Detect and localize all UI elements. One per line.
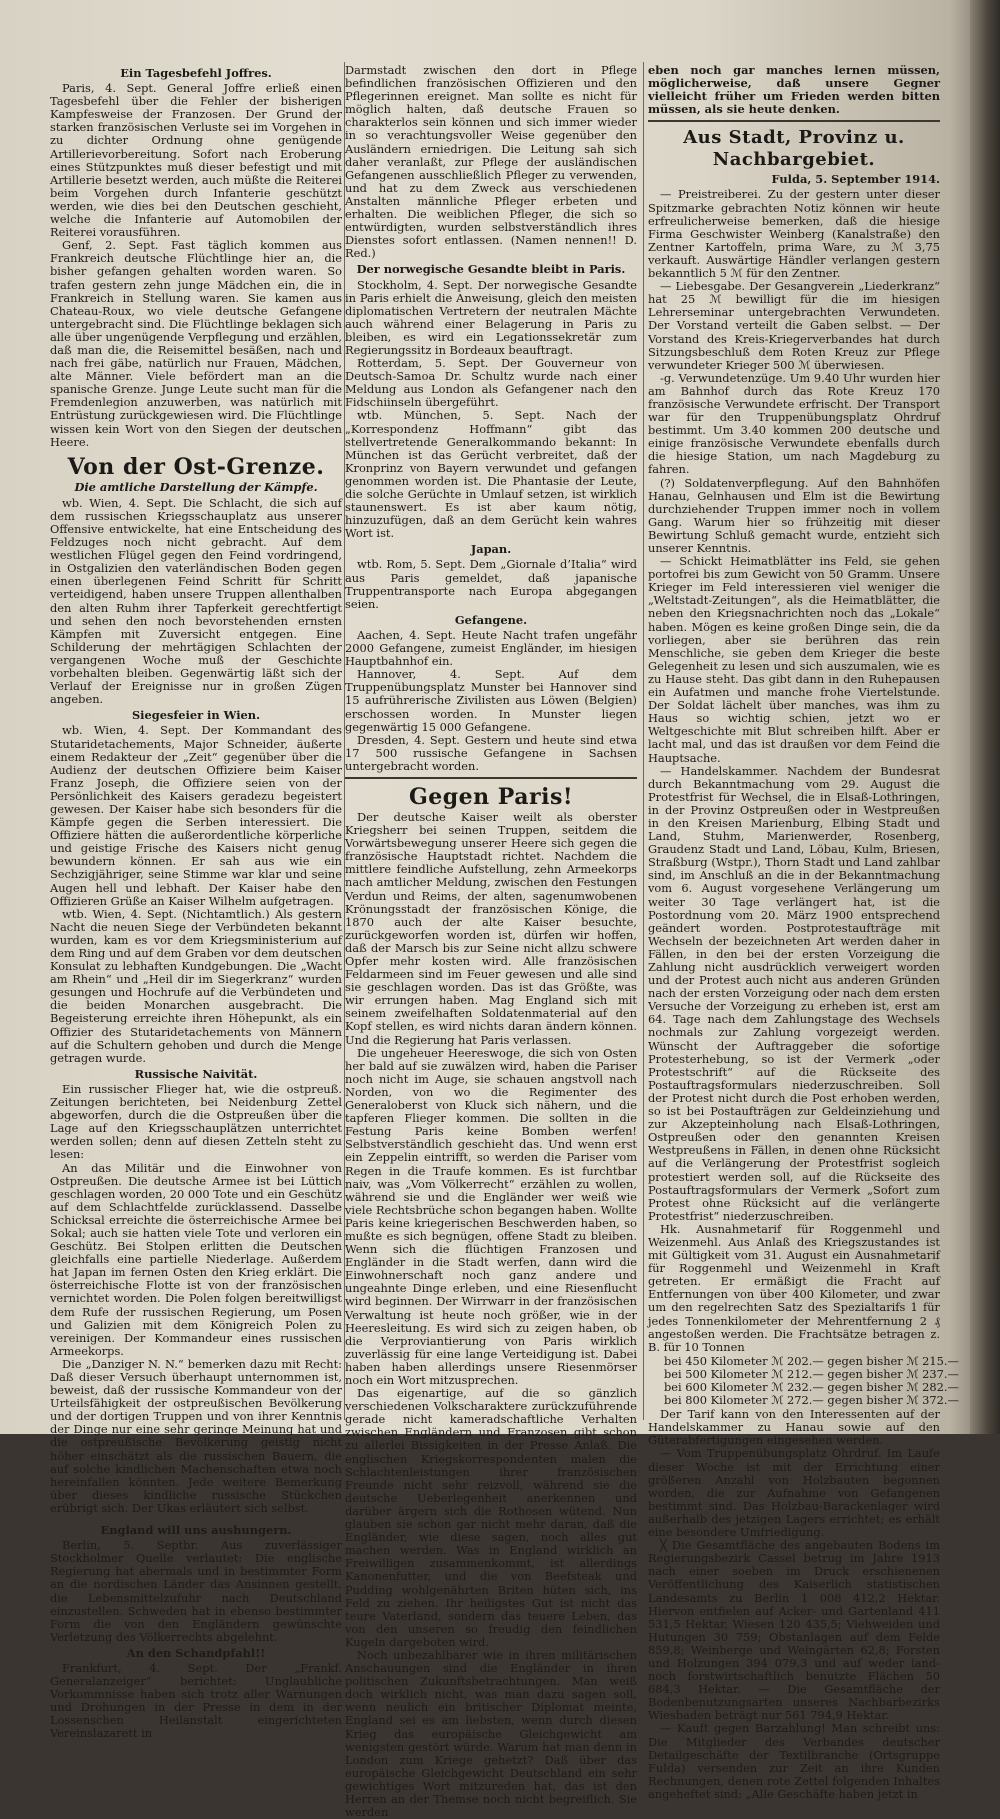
article-paragraph: Der deutsche Kaiser weilt als oberster Kriegsherr bei seinen Truppen, seitdem die Vorwärtsbewegung unserer Heere sich gegen die französische Hauptstadt richtet. Nachdem die mittlere feindliche Aufstellung, zehn Armeekorps nach amtlicher Meldung, zwischen den Festungen Verdun und Reims, der alten, sagenumwobenen Krönungsstadt der französischen Könige, die 1870 auch der alte Kaiser besuchte, zurückgeworfen worden ist, dürfen wir hoffen, daß der Marsch bis zur Seine nicht allzu schwere Opfer mehr kosten wird. Alle französischen Feldarmeen sind im Feuer gewesen und alle sind sie geschlagen worden. Das ist das Größte, was wir errungen haben. Mag England sich mit seinem zweifelhaften Soldatenmaterial auf den Kopf stellen, es wird nichts daran ändern können. Und die Regierung hat Paris verlassen. [345, 809, 637, 1047]
price-row: bei 600 Kilometer ℳ 232.— gegen bisher ℳ 282.— [664, 1380, 959, 1394]
subheadline-amtliche-darstellung: Die amtliche Darstellung der Kämpfe. [74, 479, 318, 494]
column-3 [648, 63, 959, 1801]
headline-aus-stadt-provinz: Aus Stadt, Provinz u. Nachbargebiet. [683, 127, 905, 171]
headline-norwegische-gesandte: Der norwegische Gesandte bleibt in Paris. [356, 262, 626, 277]
article-paragraph: Paris, 4. Sept. General Joffre erließ einen Tagesbefehl über die Fehler der bisherigen Kampfesweise der Franzosen. Der Grund der starken französischen Verluste sei im Vorgehen in zu dichter Ordnung ohne genügende Artillerievorbereitung. Sofort nach Eroberung eines Stützpunktes muß dieser befestigt und mit Artillerie besetzt werden, auch müßte die Reiterei beim Vorgehen durch Infanterie geschützt werden, wie dies bei den Deutschen geschieht, welche die Infanterie auf Automobilen der Reiterei vorausführen. [50, 81, 342, 240]
headline-joffre: Ein Tagesbefehl Joffres. [120, 66, 272, 80]
article-paragraph: — Handelskammer. Nachdem der Bundesrat durch Bekanntmachung vom 29. August die Protestfrist für Wechsel, die in Elsaß-Lothringen, in der Provinz Ostpreußen oder in Westpreußen in den Kreisen Marienburg, Elbing Stadt und Land, Stuhm, Marienwerder, Rosenberg, Graudenz Stadt und Land, Löbau, Kulm, Briesen, Straßburg (Wstpr.), Thorn Stadt und Land zahlbar sind, im Anschluß an die in der Bekanntmachung vom 6. August vorgesehene Verlängerung um weiter 30 Tage verlängert hat, ist die Postordnung vom 20. März 1900 entsprechend geändert worden. Postprotestaufträge mit Wechseln der bezeichneten Art werden daher in Fällen, in den bei der ersten Vorzeigung die Zahlung nicht ausdrücklich verweigert worden und der Protest auch nicht aus anderen Gründen nach der ersten Vorzeigung oder nach dem ersten Versuche der Vorzeigung zu erheben ist, erst am 64. Tage nach dem Zahlungstage des Wechsels nochmals zur Zahlung vorgezeigt werden. Wünscht der Auftraggeber die sofortige Protesterhebung, so ist der Vermerk „oder Protestschrift“ auf die Rückseite des Postauftragsformulars niederzuschreiben. Soll der Protest nicht durch die Post erhoben werden, so ist bei Postaufträgen zur Geldeinziehung und zur Akzepteinholung nach Elsaß-Lothringen, Ostpreußen oder den genannten Kreisen Westpreußens in Fällen, in denen ohne Rücksicht auf die Verlängerung der Protestfrist sogleich protestiert werden soll, auf die Rückseite des Postauftragsformulars der Vermerk „Sofort zum Protest ohne Rücksicht auf die verlängerte Protestfrist“ niederzuschreiben. [648, 763, 940, 1223]
article-paragraph: — Vom Truppenübungsplatz Ohrdruf. Im Laufe dieser Woche ist mit der Errichtung einer größeren Anzahl von Holzbauten begonnen worden, die zur Aufnahme von Gefangenen bestimmt sind. Das Holzbau-Barackenlager wird außerhalb des jetzigen Lagers errichtet; es erhält eine besondere Umfriedigung. [648, 1446, 940, 1540]
column-1 [50, 64, 342, 1741]
article-paragraph: — Kauft gegen Barzahlung! Man schreibt uns: Die Mitglieder des Verbandes deutscher Detailgeschäfte der Textilbranche (Ortsgruppe Fulda) versenden zur Zeit an ihre Kunden Rechnungen, denen rote Zettel folgenden Inhaltes angeheftet sind: „Alle Geschäfte haben jetzt in [648, 1721, 940, 1801]
column-2 [345, 63, 637, 1819]
article-paragraph: Aachen, 4. Sept. Heute Nacht trafen ungefähr 2000 Gefangene, zumeist Engländer, im hiesigen Hauptbahnhof ein. [345, 627, 637, 669]
price-row: bei 450 Kilometer ℳ 202.— gegen bisher ℳ 215.— [664, 1353, 959, 1368]
article-paragraph: Dresden, 4. Sept. Gestern und heute sind etwa 17 500 russische Gefangene in Sachsen untergebracht worden. [345, 732, 637, 773]
article-paragraph: Genf, 2. Sept. Fast täglich kommen aus Frankreich deutsche Flüchtlinge hier an, die bisher gefangen gehalten worden waren. So trafen gestern zehn junge Mädchen ein, die in Frankreich in Stellung waren. Sie kamen aus Chateau-Roux, wo viele deutsche Gefangene untergebracht sind. Die Flüchtlinge beklagen sich alle über ungenügende Verpflegung und erzählen, daß man die, die Reisemittel besäßen, nach und nach frei gäbe, natürlich nur Frauen, Mädchen, alte Männer. Viele befördert man an die spanische Grenze. Junge Leute sucht man für die Fremdenlegion anzuwerben, was natürlich mit Entrüstung zurückgewiesen wird. Die Flüchtlinge wissen kein Wort von den Siegen der deutschen Heere. [50, 238, 342, 449]
article-paragraph: — Liebesgabe. Der Gesangverein „Liederkranz“ hat 25 ℳ bewilligt für die im hiesigen Lehrerseminar untergebrachten Verwundeten. Der Vorstand verteilt die Gaben selbst. — Der Vorstand des Kreis-Kriegerverbandes hat durch Sitzungsbeschluß dem Roten Kreuz zur Pflege verwundeter Krieger 500 ℳ überwiesen. [648, 279, 940, 372]
article-paragraph: Rotterdam, 5. Sept. Der Gouverneur von Deutsch-Samoa Dr. Schultz wurde nach einer Meldung aus London als Gefangener nach den Fidschiinseln übergeführt. [345, 356, 637, 410]
price-row: bei 500 Kilometer ℳ 212.— gegen bisher ℳ 237.— [664, 1366, 959, 1381]
article-paragraph: Das eigenartige, auf die so gänzlich verschiedenen Volkscharaktere zurückzuführende gerade nicht kameradschaftliche Verhalten zwischen Engländern und Franzosen gibt schon zu allerlei Bissigkeiten in der Presse Anlaß. Die englischen Kriegskorrespondenten malen die Schlachtenleistungen ihrer französischen Freunde nicht sehr reizvoll, während sie die deutsche Ueberlegenheit anerkennen und darüber ärgern sich die Rothosen wütend. Nun glauben sie schon gar nicht mehr daran, daß die Engländer, wie diese sagen, noch alles gut machen werden. Was in England wirklich an Freiwilligen zusammenkommt, ist allerdings Kanonenfutter, und die von Beefsteak und Pudding wohlgenährten Briten hüten sich, ins Feld zu ziehen. Ihr heiligstes Gut ist nicht das teure Vaterland, sondern das teuere Leben, das von den unseren so freudig den feindlichen Kugeln dargeboten wird. [345, 1386, 637, 1649]
headline-japan: Japan. [470, 542, 512, 557]
article-paragraph: Die „Danziger N. N.“ bemerken dazu mit Recht: Daß dieser Versuch überhaupt unternommen ist, beweist, daß der russische Kommandeur von der Urteilsfähigkeit der ostpreußischen Bevölkerung und der dortigen Truppen und von ihrer Kenntnis der Dinge nur eine sehr geringe Meinung hat und die ostpreußische Bevölkerung geistig nicht höher einschätzt als die russischen Bauern, die auf solche kindlichen Machenschaften etwa noch hereinfallen könnten. Jede weitere Bemerkung über dieses kindliche russische Stückchen erübrigt sich. Der Ukas erläutert sich selbst. [50, 1356, 342, 1515]
article-paragraph: Der Tarif kann von den Interessenten auf der Handelskammer zu Hanau sowie auf den Güterabfertigungen eingesehen werden. [648, 1407, 940, 1448]
article-paragraph: wtb. Wien, 4. Sept. (Nichtamtlich.) Als gestern Nacht die neuen Siege der Verbündeten bekannt wurden, kam es vor dem Kriegsministerium auf dem Ring und auf dem Graben vor dem deutschen Konsulat zu lebhaften Kundgebungen. Die „Wacht am Rhein“ und „Heil dir im Siegerkranz“ wurden gesungen und Hochrufe auf die Verbündeten und die beiden Monarchen ausgebracht. Die Begeisterung erreichte ihren Höhepunkt, als ein Offizier des Stutaridetachements von Männern auf die Schultern gehoben und durch die Menge getragen wurde. [50, 906, 342, 1065]
article-paragraph: (?) Soldatenverpflegung. Auf den Bahnhöfen Hanau, Gelnhausen und Elm ist die Bewirtung durchziehender Truppen immer noch in vollem Gang. Warum hier so frühzeitig mit dieser Bewirtung Schluß gemacht wurde, entzieht sich unserer Kenntnis. [648, 475, 940, 555]
article-paragraph: wtb. Rom, 5. Sept. Dem „Giornale d’Italia“ wird aus Paris gemeldet, daß japanische Truppentransporte nach Europa abgegangen seien. [345, 557, 637, 611]
headline-ost-grenze: Von der Ost-Grenze. [67, 453, 325, 480]
headline-siegesfeier: Siegesfeier in Wien. [131, 708, 261, 723]
headline-gegen-paris: Gegen Paris! [408, 783, 574, 810]
divider [648, 120, 940, 122]
article-paragraph: Berlin, 5. Septbr. Aus zuverlässiger Stockholmer Quelle verlautet: Die englische Regierung hat abermals und in bestimmter Form an die nordischen Länder das Ansinnen gestellt, die Lebensmittelzufuhr nach Deutschland einzustellen. Schweden hat in ebenso bestimmter Form die von den Engländern gewünschte Verletzung des Völkerrechts abgelehnt. [50, 1538, 342, 1644]
article-paragraph: Die ungeheuer Heereswoge, die sich von Osten her bald auf sie zuwälzen wird, haben die Pariser noch nicht im Auge, sie schauen angstvoll nach Norden, von wo die Regimenter des Generaloberst von Kluck sich nähern, und die tapferen Flieger kommen. Die sollten in die Festung Paris keine Bomben werfen! Selbstverständlich geschieht das. Und wenn erst ein Zeppelin eintrifft, so werden die Pariser vom Regen in die Traufe kommen. Es ist furchtbar naiv, was „Vom Völkerrecht“ erzählen zu wollen, während sie und die Engländer wer weiß wie viele Rechtsbrüche schon begangen haben. Wollte Paris keine kriegerischen Beschwerden haben, so mußte es sich begnügen, offene Stadt zu bleiben. Wenn sich die flüchtigen Franzosen und Engländer in die Stadt werfen, dann wird die Einwohnerschaft noch ganz andere und ungeahnte Dinge erleben, und eine Riesenflucht wird beginnen. Der Wirrwarr in der französischen Verwaltung ist heute noch größer, wie in der Heeresleitung. Es wird sich zu zeigen haben, ob die Verproviantierung von Paris wirklich zuverlässig für eine lange Verteidigung ist. Dabei haben haben allerdings unsere Riesenmörser noch ein Wort mitzusprechen. [345, 1045, 637, 1387]
article-paragraph: ╳ Die Gesamtfläche des angebauten Bodens im Regierungsbezirk Cassel betrug im Jahre 1913 nach einer soeben im Druck erschienenen Veröffentlichung des Kaiserlich statistischen Landesamts zu Berlin 1 008 412,2 Hektar. Hiervon entfielen auf Acker- und Gartenland 411 531,5 Hektar, Wiesen 120 435,5; Viehweiden und Hutungen 30 759; Obstanlagen auf dem Felde 859,8; Weinberge und Weingärten 62,8; Forsten und Holzungen 394 079,3 und auf weder land- noch forstwirtschaftlich benutzte Flächen 50 684,3 Hektar. — Die Gesamtfläche der Bodenbenutzungsarten unseres Nachbarbezirks Wiesbaden beträgt nur 561 794,9 Hektar. [648, 1538, 940, 1723]
article-paragraph: — Preistreiberei. Zu der gestern unter dieser Spitzmarke gebrachten Notiz können wir heute erfreulicherweise bemerken, daß die hiesige Firma Geschwister Weinberg (Kanalstraße) den Zentner Kartoffeln, prima Ware, zu ℳ 3,75 verkauft. Auswärtige Händler verlangen gestern bekanntlich 5 ℳ für den Zentner. [648, 187, 940, 281]
article-paragraph: Darmstadt zwischen den dort in Pflege befindlichen französischen Offizieren und den Pflegerinnen ereignet. Man sollte es nicht für möglich halten, daß deutsche Frauen so charakterlos sein können und sich immer wieder in so verachtungsvoller Weise gegenüber den Ausländern erniedrigen. Die Leitung sah sich daher veranlaßt, zur Pflege der ausländischen Gefangenen ausschließlich Pfleger zu verwenden, und hat zu dem Zweck aus verschiedenen Anstalten männliche Pfleger erbeten und erhalten. Die weiblichen Pfleger, die sich so entwürdigten, wurden selbstverständlich ihres Dienstes sofort entlassen. (Namen nennen!! D. Red.) [345, 63, 637, 261]
article-paragraph: Hannover, 4. Sept. Auf dem Truppenübungsplatz Munster bei Hannover sind 15 aufrührerische Zivilisten aus Löwen (Belgien) erschossen worden. In Munster liegen gegenwärtig 15 000 Gefangene. [345, 667, 637, 734]
article-paragraph: wb. Wien, 4. Sept. Die Schlacht, die sich auf dem russischen Kriegsschauplatz aus unserer Offensive entwickelte, hat eine Entscheidung des Feldzuges noch nicht gebracht. Auf dem westlichen Flügel gegen den Feind vordringend, in Ostgalizien den vaterländischen Boden gegen einen überlegenen Feind Schritt für Schritt verteidigend, haben unsere Truppen allenthalben den alten Ruhm ihrer Tapferkeit gerechtfertigt und sehen den noch bevorstehenden ernsten Kämpfen mit Zuversicht entgegen. Eine Schilderung der mehrtägigen Schlachten der vergangenen Woche muß der Geschichte vorbehalten bleiben. Gegenwärtig läßt sich der Verlauf der Ereignisse nur in großen Zügen angeben. [50, 495, 342, 707]
headline-england-aushungern: England will uns aushungern. [100, 1523, 292, 1538]
article-paragraph: Frankfurt, 4. Sept. Der „Frankf. Generalanzeiger“ berichtet: Unglaubliche Vorkommnisse haben sich trotz aller Warnungen und Drohungen in der Presse in dem in der Lossenschen Heilanstalt eingerichteten Vereinslazarett in [50, 1660, 342, 1741]
article-paragraph: — Schickt Heimatblätter ins Feld, sie gehen portofrei bis zum Gewicht von 50 Gramm. Unsere Krieger im Feld interessieren viel weniger die „Weltstadt-Zeitungen“, als die Heimatblätter, die neben den Kriegsnachrichten noch das „Lokale“ haben. Mögen es keine großen Dinge sein, die da vorliegen, aber sie berühren das rein Menschliche, sie geben dem Krieger die beste Gelegenheit zu lesen und sich auszumalen, wie es zu Hause steht. Das gibt dann in den Ruhepausen ein Aufatmen und manche frohe Viertelstunde. Der Soldat lächelt über manches, was ihm zu Haus so wichtig schien, jetzt wo er Weltgeschichte mit Blut schreiben hilft. Aber er lacht mal, und das ist draußen vor dem Feind die Hauptsache. [648, 554, 940, 765]
article-paragraph: wtb. München, 5. Sept. Nach der „Korrespondenz Hoffmann“ gibt das stellvertretende Generalkommando bekannt: In München ist das Gerücht verbreitet, daß der Kronprinz von Bayern verwundet und gefangen genommen worden ist. Die Phantasie der Leute, die solche Gerüchte in Umlauf setzen, ist wirklich staunenswert. Es ist aber kaum nötig, hinzuzufügen, daß an dem Gerücht kein wahres Wort ist. [345, 408, 637, 541]
dateline: Fulda, 5. September 1914. [771, 172, 940, 187]
article-paragraph: wb. Wien, 4. Sept. Der Kommandant des Stutaridetachements, Major Schneider, äußerte einem Redakteur der „Zeit“ gegenüber über die Audienz der deutschen Offiziere beim Kaiser Franz Joseph, die Offiziere seien von der Persönlichkeit des Kaisers geradezu begeistert gewesen. Der Kaiser habe sich besonders für die Kämpfe gegen die Serben interessiert. Die Offiziere hätten die außerordentliche körperliche und geistige Frische des Kaisers nicht genug bewundern können. Er sah aus wie ein Sechzigjähriger, seine Stimme war klar und seine Augen hell und lebhaft. Der Kaiser habe den Offizieren Grüße an Kaiser Wilhelm aufgetragen. [50, 723, 342, 908]
article-paragraph: Stockholm, 4. Sept. Der norwegische Gesandte in Paris erhielt die Anweisung, gleich den meisten diplomatischen Vertretern der neutralen Mächte auch während einer Belagerung in Paris zu bleiben, es wird ein Legationssekretär zum Regierungssitz in Bordeaux beauftragt. [345, 277, 637, 357]
page-binding-edge [970, 0, 1000, 1434]
article-paragraph: eben noch gar manches lernen müssen, möglicherweise, daß unsere Gegner vielleicht früher um Frieden werden bitten müssen, als sie heute denken. [648, 63, 940, 117]
headline-gefangene: Gefangene. [454, 612, 528, 627]
price-list [664, 1353, 959, 1408]
price-row: bei 800 Kilometer ℳ 272.— gegen bisher ℳ 372.— [664, 1393, 959, 1408]
divider [345, 777, 637, 779]
headline-russische-naivitaet: Russische Naivität. [134, 1066, 258, 1081]
article-paragraph: An das Militär und die Einwohner von Ostpreußen. Die deutsche Armee ist bei Lüttich geschlagen worden, 20 000 Tote und ein Geschütz auf dem Schlachtfelde zurücklassend. Dasselbe Schicksal erreichte die österreichische Armee bei Sokal; auch sie hatten viele Tote und verloren ein Geschütz. Bei Stolpen erlitten die Deutschen gleichfalls eine partielle Niederlage. Außerdem hat Japan im fernen Osten den Krieg erklärt. Die österreichische Flotte ist von der französischen vernichtet worden. Die Polen folgen bereitwilligst dem Rufe der russischen Regierung, um Posen und Galizien mit dem Königreich Polen zu vereinigen. Der Kommandeur eines russischen Armeekorps. [50, 1160, 342, 1358]
article-paragraph: Ein russischer Flieger hat, wie die ostpreuß. Zeitungen berichteten, bei Neidenburg Zettel abgeworfen, durch die die Ostpreußen über die Lage auf den Kriegsschauplätzen unterrichtet werden sollen; denn auf diesen Zetteln steht zu lesen: [50, 1081, 342, 1162]
article-paragraph: Noch unbezahlbarer wie in ihren militärischen Anschauungen sind die Engländer in ihren politischen Zukunftsbetrachtungen. Man weiß doch wirklich nicht, was man dazu sagen soll, wenn neulich ein britischer Diplomat meinte, England sei es am liebsten, wenn durch diesen Krieg das europäische Gleichgewicht am wenigsten gestört würde. Warum hat man denn in London zum Kriege gehetzt? Daß über das europäische Gleichgewicht Deutschland ein sehr gewichtiges Wort mitzureden hat, das ist den Herren an der Themse noch nicht begreiflich. Sie werden [345, 1647, 637, 1819]
column-separator-2 [643, 62, 644, 1420]
article-paragraph: -g. Verwundetenzüge. Um 9.40 Uhr wurden hier am Bahnhof durch das Rote Kreuz 170 französische Verwundete erfrischt. Der Transport war für den Truppenübungsplatz Ohrdruf bestimmt. Um 3.40 kommen 200 deutsche und einige französische Verwundete ebenfalls durch die hiesige Station, um nach Magdeburg zu fahren. [648, 370, 940, 477]
article-paragraph: Hk. Ausnahmetarif für Roggenmehl und Weizenmehl. Aus Anlaß des Kriegszustandes ist mit Gültigkeit vom 31. August ein Ausnahmetarif für Roggenmehl und Weizenmehl in Kraft getreten. Er ermäßigt die Fracht auf Entfernungen von über 400 Kilometer, und zwar um den regelrechten Satz des Spezialtarifs 1 für jedes Tonnenkilometer der Mehrentfernung 2 ₰ angestoßen werden. Die Frachtsätze betragen z. B. für 10 Tonnen [648, 1221, 940, 1354]
divider [80, 1519, 312, 1520]
headline-schandpfahl: An den Schandpfahl!! [126, 1645, 266, 1660]
